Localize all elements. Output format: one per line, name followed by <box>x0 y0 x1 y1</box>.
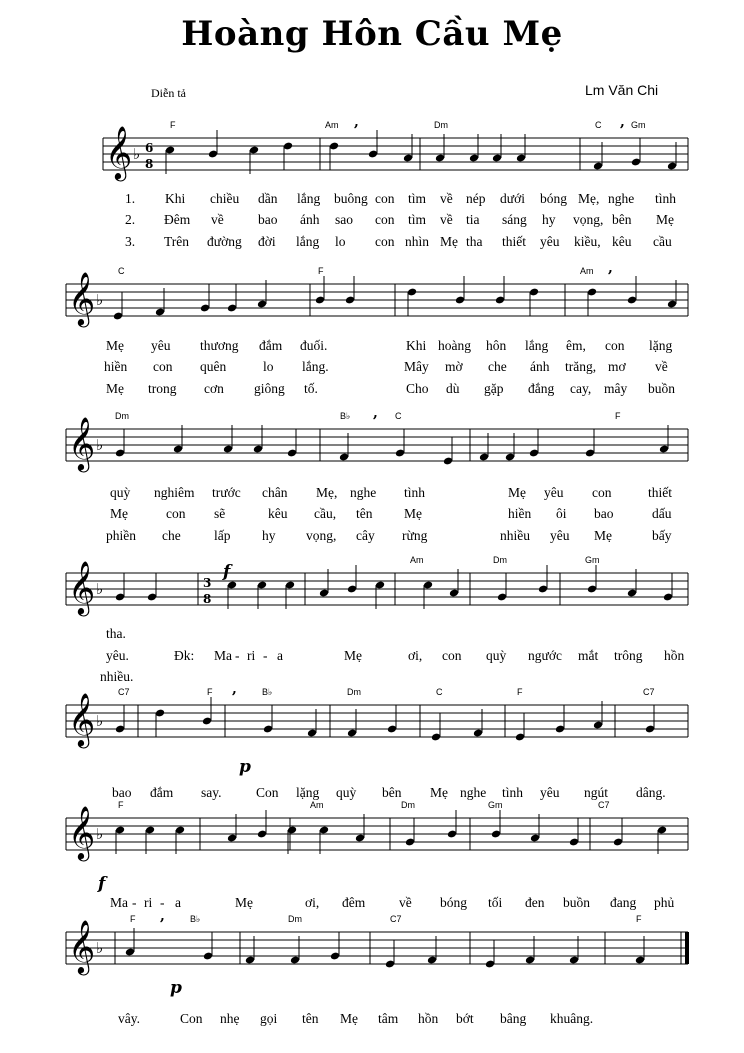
lyric-syllable: thiết <box>648 485 672 500</box>
chord-symbol: Gm <box>631 120 646 130</box>
lyric-syllable: Khi <box>165 191 186 206</box>
lyric-syllable: về <box>440 191 453 206</box>
lyric-syllable: đang <box>610 895 637 910</box>
lyric-syllable: Ma <box>110 895 128 910</box>
lyric-syllable: sáng <box>502 212 527 227</box>
lyric-syllable: nép <box>466 191 486 206</box>
lyric-syllable: tìm <box>408 191 427 206</box>
song-title: Hoàng Hôn Cầu Mẹ <box>181 14 563 54</box>
chord-symbol: Gm <box>585 555 600 565</box>
chord-symbol: Am <box>325 120 339 130</box>
lyric-syllable: Mẹ <box>340 1011 358 1026</box>
lyric-syllable: 2. <box>125 212 136 227</box>
lyric-syllable: - <box>132 895 137 910</box>
chord-symbol: C <box>436 687 443 697</box>
lyric-syllable: ri <box>144 895 153 910</box>
chord-symbol: C <box>595 120 602 130</box>
lyric-syllable: hôn <box>486 338 507 353</box>
lyric-syllable: tên <box>356 506 373 521</box>
lyric-syllable: Khi <box>406 338 427 353</box>
lyric-syllable: ánh <box>300 212 320 227</box>
lyric-syllable: - <box>263 648 268 663</box>
lyric-syllable: yêu <box>540 785 560 800</box>
treble-clef-icon: 𝄞 <box>68 271 96 325</box>
lyric-syllable: Ma <box>214 648 232 663</box>
lyric-syllable: 1. <box>125 191 136 206</box>
lyric-syllable: bên <box>382 785 402 800</box>
lyric-syllable: đắm <box>259 338 283 353</box>
lyric-syllable: kêu <box>268 506 288 521</box>
lyric-syllable: lấp <box>214 528 231 543</box>
treble-clef-icon: 𝄞 <box>68 919 96 973</box>
lyric-syllable: yêu. <box>106 648 129 663</box>
chord-symbol: Dm <box>115 411 129 421</box>
lyric-syllable: cây <box>356 528 375 543</box>
staff-system <box>103 114 688 249</box>
key-signature-flat-icon: ♭ <box>133 145 141 163</box>
chord-symbol: Am <box>410 555 424 565</box>
lyric-syllable: đắng <box>528 381 555 396</box>
chord-symbol: Dm <box>493 555 507 565</box>
lyric-syllable: lo <box>335 234 346 249</box>
lyric-syllable: con <box>442 648 462 663</box>
lyric-syllable: bóng <box>440 895 467 910</box>
chord-symbol: Dm <box>401 800 415 810</box>
lyric-syllable: ôi <box>556 506 567 521</box>
lyric-syllable: thiết <box>502 234 526 249</box>
lyric-syllable: hoàng <box>438 338 471 353</box>
chord-symbol: B♭ <box>262 687 273 697</box>
lyric-syllable: ơi, <box>305 895 320 910</box>
lyric-syllable: khuâng. <box>550 1011 594 1026</box>
lyric-syllable: phủ <box>654 895 675 910</box>
chord-symbol: F <box>318 266 324 276</box>
staff-system <box>66 681 688 800</box>
chord-symbol: Dm <box>434 120 448 130</box>
lyric-syllable: con <box>375 234 395 249</box>
lyric-syllable: đường <box>207 234 242 249</box>
key-signature-flat-icon: ♭ <box>96 939 104 957</box>
lyric-syllable: chân <box>262 485 288 500</box>
chord-symbol: C <box>395 411 402 421</box>
treble-clef-icon: 𝄞 <box>68 416 96 470</box>
lyric-syllable: về <box>655 359 668 374</box>
final-barline <box>685 932 689 964</box>
lyric-syllable: Mẹ <box>106 338 124 353</box>
lyric-syllable: nhìn <box>405 234 430 249</box>
lyric-syllable: đắm <box>150 785 174 800</box>
key-signature-flat-icon: ♭ <box>96 291 104 309</box>
treble-clef-icon: 𝄞 <box>68 692 96 746</box>
lyric-syllable: tha <box>466 234 483 249</box>
lyric-syllable: phiền <box>106 528 136 543</box>
lyric-syllable: Mẹ <box>110 506 128 521</box>
lyric-syllable: lắng <box>297 191 321 206</box>
lyric-syllable: 3. <box>125 234 136 249</box>
lyric-syllable: tình <box>502 785 524 800</box>
lyric-syllable: tối <box>488 895 503 910</box>
lyric-syllable: cơn <box>204 381 224 396</box>
staff-system <box>66 405 688 543</box>
lyric-syllable: nhiều <box>500 528 530 543</box>
lyric-syllable: Mẹ <box>440 234 458 249</box>
lyric-syllable: Mẹ <box>656 212 674 227</box>
lyric-syllable: che <box>488 359 507 374</box>
lyric-syllable: Con <box>256 785 279 800</box>
composer-name: Lm Văn Chi <box>585 82 659 98</box>
dynamic-marking: f <box>98 874 106 894</box>
time-signature-top: 3 <box>203 576 212 590</box>
lyric-syllable: bấy <box>652 528 672 543</box>
lyric-syllable: êm, <box>566 338 586 353</box>
chord-symbol: F <box>207 687 213 697</box>
chord-symbol: C7 <box>643 687 655 697</box>
lyric-syllable: Con <box>180 1011 203 1026</box>
lyric-syllable: đuối. <box>300 338 328 353</box>
breath-mark: , <box>160 908 165 924</box>
lyric-syllable: mây <box>604 381 628 396</box>
lyric-syllable: - <box>235 648 240 663</box>
lyric-syllable: hy <box>542 212 556 227</box>
chord-symbol: Dm <box>347 687 361 697</box>
treble-clef-icon: 𝄞 <box>105 125 133 179</box>
lyric-syllable: đêm <box>342 895 366 910</box>
staff-system <box>66 555 688 684</box>
lyric-syllable: tha. <box>106 626 126 641</box>
lyric-syllable: quỳ <box>336 785 357 800</box>
lyric-syllable: hiền <box>104 359 128 374</box>
time-signature-top: 6 <box>145 141 154 155</box>
chord-symbol: C7 <box>118 687 130 697</box>
lyric-syllable: ơi, <box>408 648 423 663</box>
lyric-syllable: Mẹ, <box>316 485 338 500</box>
lyric-syllable: yêu <box>544 485 564 500</box>
lyric-syllable: - <box>160 895 165 910</box>
time-signature-bottom: 8 <box>145 157 154 171</box>
lyric-syllable: ri <box>247 648 256 663</box>
lyric-syllable: che <box>162 528 181 543</box>
key-signature-flat-icon: ♭ <box>96 436 104 454</box>
lyric-syllable: trong <box>148 381 177 396</box>
lyric-syllable: kêu <box>612 234 632 249</box>
breath-mark: , <box>232 681 237 697</box>
lyric-syllable: tình <box>404 485 426 500</box>
lyric-syllable: lo <box>263 359 274 374</box>
chord-symbol: Gm <box>488 800 503 810</box>
staff-system <box>66 260 688 396</box>
lyric-syllable: a <box>277 648 283 663</box>
lyric-syllable: con <box>375 191 395 206</box>
lyric-syllable: giông <box>254 381 285 396</box>
chord-symbol: F <box>517 687 523 697</box>
lyric-syllable: đen <box>525 895 545 910</box>
lyric-syllable: nhẹ <box>220 1011 240 1026</box>
chord-symbol: B♭ <box>340 411 351 421</box>
chord-symbol: Am <box>580 266 594 276</box>
lyric-syllable: vọng, <box>573 212 604 227</box>
lyric-syllable: yêu <box>550 528 570 543</box>
chord-symbol: C7 <box>598 800 610 810</box>
lyric-syllable: vọng, <box>306 528 337 543</box>
lyric-syllable: quỳ <box>486 648 507 663</box>
lyric-syllable: dấu <box>652 506 672 521</box>
lyric-syllable: tia <box>466 212 480 227</box>
lyric-syllable: dưới <box>500 191 525 206</box>
lyric-syllable: hồn <box>418 1011 439 1026</box>
chord-symbol: F <box>170 120 176 130</box>
lyric-syllable: bớt <box>456 1011 474 1026</box>
lyric-syllable: con <box>375 212 395 227</box>
lyric-syllable: trăng, <box>565 359 597 374</box>
lyric-syllable: mờ <box>445 359 463 374</box>
lyric-syllable: con <box>605 338 625 353</box>
lyric-syllable: mắt <box>578 648 599 663</box>
lyric-syllable: con <box>153 359 173 374</box>
chord-symbol: Am <box>310 800 324 810</box>
lyric-syllable: dù <box>446 381 460 396</box>
lyric-syllable: cầu <box>653 234 672 249</box>
lyric-syllable: ngước <box>528 648 562 663</box>
dynamic-marking: p <box>170 978 182 998</box>
lyric-syllable: tâm <box>378 1011 399 1026</box>
lyric-syllable: cay, <box>570 381 592 396</box>
lyric-syllable: bao <box>112 785 132 800</box>
lyric-syllable: trông <box>614 648 643 663</box>
lyric-syllable: hiền <box>508 506 532 521</box>
lyric-syllable: Mây <box>404 359 429 374</box>
lyric-syllable: vây. <box>118 1011 140 1026</box>
lyric-syllable: tìm <box>408 212 427 227</box>
lyric-syllable: Trên <box>164 234 190 249</box>
lyric-syllable: lặng <box>296 785 320 800</box>
chord-symbol: F <box>615 411 621 421</box>
lyric-syllable: ánh <box>530 359 550 374</box>
lyric-syllable: về <box>211 212 224 227</box>
lyric-syllable: lắng <box>525 338 549 353</box>
lyric-syllable: Mẹ <box>594 528 612 543</box>
lyric-syllable: thương <box>200 338 239 353</box>
lyric-syllable: Đêm <box>164 212 191 227</box>
lyric-syllable: về <box>440 212 453 227</box>
breath-mark: , <box>354 114 359 130</box>
lyric-syllable: nghe <box>350 485 377 500</box>
lyric-syllable: bên <box>612 212 632 227</box>
lyric-syllable: quỳ <box>110 485 131 500</box>
key-signature-flat-icon: ♭ <box>96 712 104 730</box>
breath-mark: , <box>373 405 378 421</box>
lyric-syllable: dần <box>258 191 278 206</box>
dynamic-marking: p <box>239 757 251 777</box>
key-signature-flat-icon: ♭ <box>96 580 104 598</box>
lyric-syllable: cầu, <box>314 506 337 521</box>
chord-symbol: C7 <box>390 914 402 924</box>
lyric-syllable: Mẹ <box>344 648 362 663</box>
lyric-syllable: yêu <box>151 338 171 353</box>
lyric-syllable: nghiêm <box>154 485 195 500</box>
lyric-syllable: trước <box>212 485 241 500</box>
lyric-syllable: mơ <box>608 359 626 374</box>
lyric-syllable: tình <box>655 191 677 206</box>
treble-clef-icon: 𝄞 <box>68 805 96 859</box>
lyric-syllable: buông <box>334 191 368 206</box>
lyric-syllable: hy <box>262 528 276 543</box>
time-signature-bottom: 8 <box>203 592 212 606</box>
tempo-marking: Diễn tả <box>151 86 186 100</box>
lyric-syllable: Mẹ <box>508 485 526 500</box>
lyric-syllable: yêu <box>540 234 560 249</box>
lyric-syllable: quên <box>200 359 227 374</box>
breath-mark: , <box>608 260 613 276</box>
lyric-syllable: hồn <box>664 648 685 663</box>
lyric-syllable: chiều <box>210 191 240 206</box>
lyric-syllable: Mẹ <box>106 381 124 396</box>
lyric-syllable: a <box>175 895 181 910</box>
staff-system <box>66 800 688 910</box>
lyric-syllable: bâng <box>500 1011 527 1026</box>
lyric-syllable: Đk: <box>174 648 195 663</box>
staff-system <box>66 908 689 1026</box>
chord-symbol: F <box>118 800 124 810</box>
lyric-syllable: kiều, <box>574 234 601 249</box>
lyric-syllable: ngút <box>584 785 609 800</box>
lyric-syllable: tố. <box>304 381 318 396</box>
key-signature-flat-icon: ♭ <box>96 825 104 843</box>
lyric-syllable: rừng <box>402 528 428 543</box>
lyric-syllable: sẽ <box>214 506 226 521</box>
lyric-syllable: bao <box>594 506 614 521</box>
lyric-syllable: buồn <box>648 381 675 396</box>
chord-symbol: F <box>130 914 136 924</box>
lyric-syllable: nghe <box>460 785 487 800</box>
lyric-syllable: lặng <box>649 338 673 353</box>
lyric-syllable: lắng <box>296 234 320 249</box>
breath-mark: , <box>620 114 625 130</box>
lyric-syllable: Cho <box>406 381 429 396</box>
lyric-syllable: nhiều. <box>100 669 134 684</box>
lyric-syllable: tên <box>302 1011 319 1026</box>
lyric-syllable: con <box>592 485 612 500</box>
lyric-syllable: nghe <box>608 191 635 206</box>
lyric-syllable: lắng. <box>302 359 329 374</box>
chord-symbol: F <box>636 914 642 924</box>
lyric-syllable: Mẹ <box>404 506 422 521</box>
lyric-syllable: Mẹ <box>235 895 253 910</box>
lyric-syllable: bao <box>258 212 278 227</box>
lyric-syllable: gọi <box>260 1011 278 1026</box>
lyric-syllable: về <box>399 895 412 910</box>
lyric-syllable: gặp <box>484 381 504 396</box>
lyric-syllable: sao <box>335 212 353 227</box>
lyric-syllable: bóng <box>540 191 567 206</box>
lyric-syllable: buồn <box>563 895 590 910</box>
chord-symbol: C <box>118 266 125 276</box>
lyric-syllable: Mẹ <box>430 785 448 800</box>
treble-clef-icon: 𝄞 <box>68 560 96 614</box>
dynamic-marking: f <box>223 562 231 582</box>
lyric-syllable: đời <box>258 234 276 249</box>
lyric-syllable: say. <box>201 785 222 800</box>
lyric-syllable: con <box>166 506 186 521</box>
lyric-syllable: dâng. <box>636 785 666 800</box>
lyric-syllable: Mẹ, <box>578 191 600 206</box>
chord-symbol: B♭ <box>190 914 201 924</box>
chord-symbol: Dm <box>288 914 302 924</box>
